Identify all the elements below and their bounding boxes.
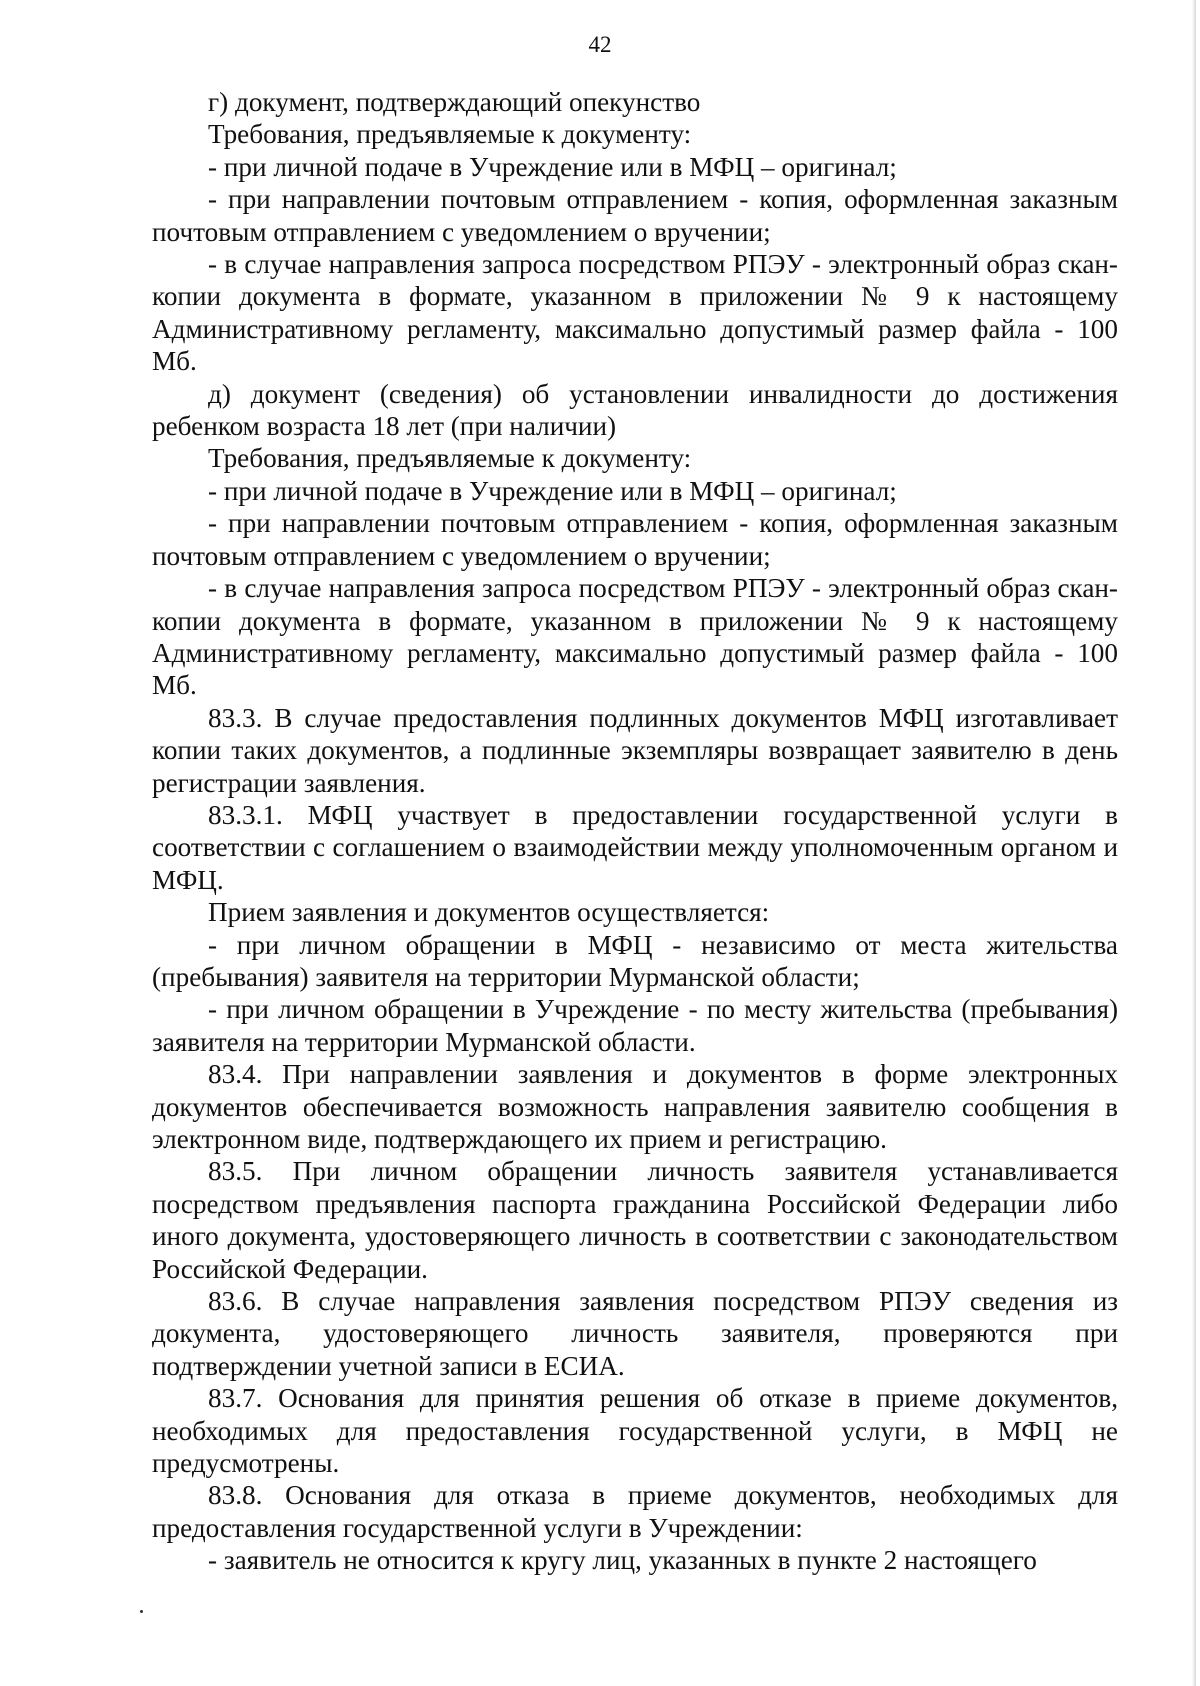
paragraph-83-5: 83.5. При личном обращении личность заявителя устанавливается посредством предъявления паспорта гражданина Российской Федерации либо иного документа, удостоверяющего личность в соответствии с законодательством Российской Федерации. <box>152 1156 1118 1284</box>
paragraph-postal-submission: - при направлении почтовым отправлением - копия, оформленная заказным почтовым отправлением с уведомлением о вручении; <box>152 184 1118 247</box>
page-number: 42 <box>588 32 612 57</box>
paragraph-guardianship-document: г) документ, подтверждающий опекунство <box>208 87 701 117</box>
paragraph-requirements-heading: Требования, предъявляемые к документу: <box>208 443 692 474</box>
document-body <box>152 86 1118 1577</box>
paragraph-83-7: 83.7. Основания для принятия решения об отказе в приеме документов, необходимых для предоставления государственной услуги, в МФЦ не предусмотрены. <box>152 1383 1118 1479</box>
paragraph-disability-document: д) документ (сведения) об установлении инвалидности до достижения ребенком возраста 18 лет (при наличии) <box>152 378 1118 442</box>
paragraph-rpeu-submission: - в случае направления запроса посредством РПЭУ - электронный образ скан-копии документа в формате, указанном в приложении № 9 к настоящему Административному регламенту, максимально допустимый размер файла - 100 Мб. <box>152 573 1118 701</box>
paragraph-refusal-ground: - заявитель не относится к кругу лиц, указанных в пункте 2 настоящего <box>208 1545 1037 1576</box>
paragraph-83-3-1: 83.3.1. МФЦ участвует в предоставлении государственной услуги в соответствии с соглашением о взаимодействии между уполномоченным органом и МФЦ. <box>152 799 1118 895</box>
paragraph-postal-submission: - при направлении почтовым отправлением - копия, оформленная заказным почтовым отправлением с уведомлением о вручении; <box>152 508 1118 571</box>
paragraph-83-6: 83.6. В случае направления заявления посредством РПЭУ сведения из документа, удостоверяющего личность заявителя, проверяются при подтверждении учетной записи в ЕСИА. <box>152 1286 1118 1381</box>
paragraph-mfc-acceptance: - при личном обращении в МФЦ - независимо от места жительства (пребывания) заявителя на территории Мурманской области; <box>152 929 1118 992</box>
paragraph-83-4: 83.4. При направлении заявления и документов в форме электронных документов обеспечивается возможность направления заявителю сообщения в электронном виде, подтверждающего их прием и регистрацию. <box>152 1059 1118 1154</box>
paragraph-83-3: 83.3. В случае предоставления подлинных документов МФЦ изготавливает копии таких документов, а подлинные экземпляры возвращает заявителю в день регистрации заявления. <box>152 702 1118 798</box>
paragraph-personal-submission: - при личной подаче в Учреждение или в МФЦ – оригинал; <box>208 151 897 182</box>
scan-edge-shadow <box>1192 0 1196 1686</box>
paragraph-requirements-heading: Требования, предъявляемые к документу: <box>208 119 692 150</box>
scan-speck <box>140 1610 143 1613</box>
paragraph-83-8: 83.8. Основания для отказа в приеме документов, необходимых для предоставления государственной услуги в Учреждении: <box>152 1480 1118 1543</box>
paragraph-institution-acceptance: - при личном обращении в Учреждение - по месту жительства (пребывания) заявителя на территории Мурманской области. <box>152 994 1118 1057</box>
paragraph-personal-submission: - при личной подаче в Учреждение или в МФЦ – оригинал; <box>208 475 897 506</box>
paragraph-rpeu-submission: - в случае направления запроса посредством РПЭУ - электронный образ скан-копии документа в формате, указанном в приложении № 9 к настоящему Административному регламенту, максимально допустимый размер файла - 100 Мб. <box>152 249 1118 377</box>
paragraph-acceptance-heading: Прием заявления и документов осуществляется: <box>208 897 770 928</box>
